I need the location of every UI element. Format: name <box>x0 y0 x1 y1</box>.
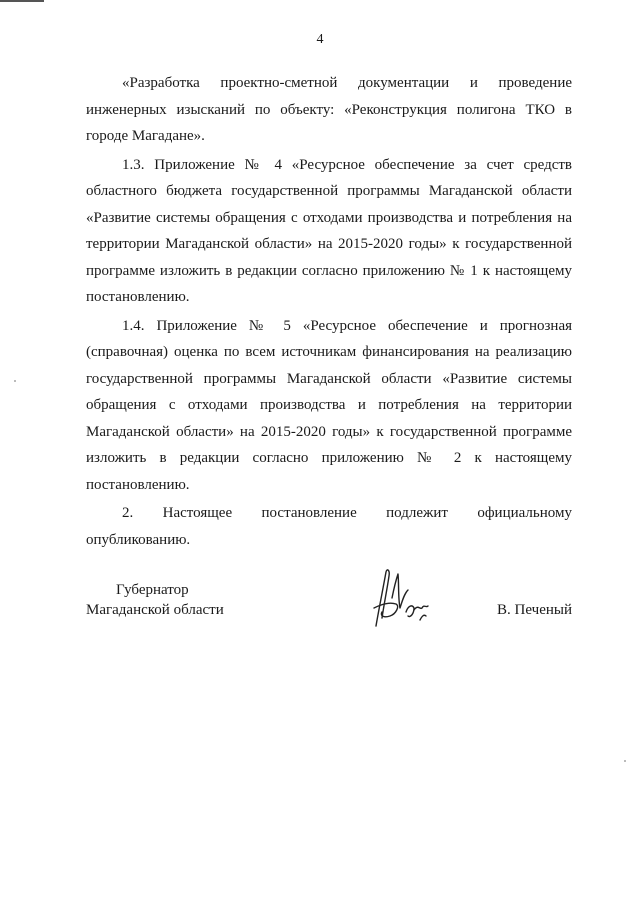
signatory-title-line2: Магаданской области <box>86 602 224 618</box>
paragraph-2-publication: 2. Настоящее постановление подлежит официальному опубликованию. <box>86 505 572 548</box>
scan-corner-mark <box>0 0 44 2</box>
paragraph-1-4-appendix-5: 1.4. Приложение № 5 «Ресурсное обеспечение и прогнозная (справочная) оценка по всем источникам финансирования на реализацию государственной программы Магаданской области «Развитие системы обращения с отходами производства и потребления на территории Магаданской области» на 2015-2020 годы» к государственной программе изложить в редакции согласно приложению № 2 к настоящему постановлению. <box>86 317 572 493</box>
scan-speck <box>14 380 16 382</box>
paragraph-project-documentation: «Разработка проектно-сметной документации и проведение инженерных изысканий по объекту: «Реконструкция полигона ТКО в городе Магадане». <box>86 75 572 144</box>
handwritten-signature-image <box>368 564 438 634</box>
signature-block <box>86 580 572 640</box>
page-number: 4 <box>316 32 324 47</box>
paragraph-1-3-appendix-4: 1.3. Приложение № 4 «Ресурсное обеспечение за счет средств областного бюджета государственной программы Магаданской области «Развитие системы обращения с отходами производства и потребления на территории Магаданской области» на 2015-2020 годы» к государственной программе изложить в редакции согласно приложению № 1 к настоящему постановлению. <box>86 156 572 305</box>
document-body <box>86 70 572 553</box>
signatory-title-line1: Губернатор <box>116 582 189 598</box>
signatory-name: В. Печеный <box>497 602 572 618</box>
scan-speck <box>624 760 626 762</box>
signatory-title <box>86 580 266 620</box>
